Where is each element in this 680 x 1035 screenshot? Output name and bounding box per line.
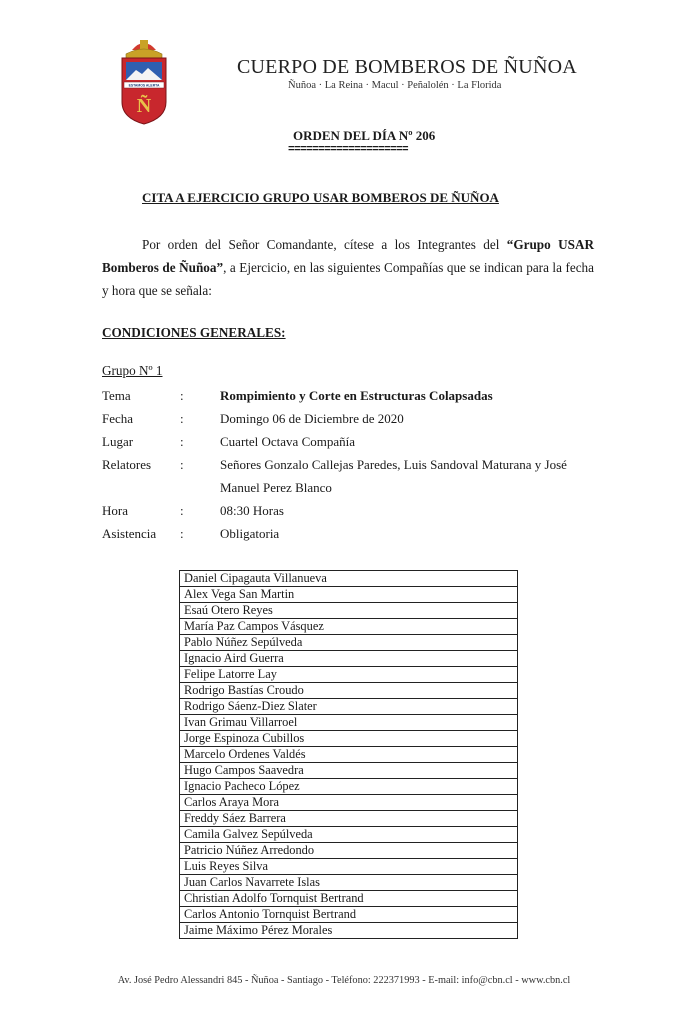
table-row xyxy=(180,699,518,715)
section-title: CONDICIONES GENERALES: xyxy=(102,325,286,340)
table-row xyxy=(180,747,518,763)
roster-member-name: Carlos Antonio Tornquist Bertrand xyxy=(180,907,518,923)
detail-label: Fecha xyxy=(102,411,134,426)
roster-member-name: Patricio Núñez Arredondo xyxy=(180,843,518,859)
detail-colon: : xyxy=(180,411,184,426)
footer-contact: Av. José Pedro Alessandri 845 - Ñuñoa - Santiago - Teléfono: 222371993 - E-mail: info@cbn.cl - www.cbn.cl xyxy=(117,975,571,986)
roster-member-name: Jorge Espinoza Cubillos xyxy=(180,731,518,747)
detail-colon: : xyxy=(180,526,184,541)
organization-name: CUERPO DE BOMBEROS DE ÑUÑOA xyxy=(237,56,577,78)
roster-member-name: Alex Vega San Martin xyxy=(180,587,518,603)
detail-value: Domingo 06 de Diciembre de 2020 xyxy=(220,411,404,426)
table-row xyxy=(180,587,518,603)
detail-value xyxy=(220,453,602,499)
detail-value: Obligatoria xyxy=(220,526,280,541)
subject-heading: CITA A EJERCICIO GRUPO USAR BOMBEROS DE ÑUÑOA xyxy=(142,190,499,205)
detail-row-tema xyxy=(102,384,602,407)
table-row xyxy=(180,843,518,859)
detail-colon: : xyxy=(180,503,184,518)
crest-motto: ESTAMOS ALERTA xyxy=(128,83,160,88)
roster-member-name: Juan Carlos Navarrete Islas xyxy=(180,875,518,891)
table-row xyxy=(180,923,518,939)
roster-member-name: Ivan Grimau Villarroel xyxy=(180,715,518,731)
table-row xyxy=(180,827,518,843)
roster-member-name: Daniel Cipagauta Villanueva xyxy=(180,571,518,587)
crest-letter: Ñ xyxy=(136,95,152,117)
detail-value: Rompimiento y Corte en Estructuras Colapsadas xyxy=(220,388,493,403)
table-row xyxy=(180,779,518,795)
table-row xyxy=(180,891,518,907)
detail-label: Lugar xyxy=(102,434,134,449)
detail-row-hora xyxy=(102,499,602,522)
detail-colon: : xyxy=(180,457,184,472)
roster-member-name: Ignacio Aird Guerra xyxy=(180,651,518,667)
detail-value: Cuartel Octava Compañía xyxy=(220,434,356,449)
group-title: Grupo Nº 1 xyxy=(102,363,163,378)
detail-colon: : xyxy=(180,388,184,403)
table-row xyxy=(180,619,518,635)
organization-communes: Ñuñoa · La Reina · Macul · Peñalolén · La Florida xyxy=(288,80,502,91)
roster-table xyxy=(179,570,518,939)
table-row xyxy=(180,875,518,891)
table-row xyxy=(180,811,518,827)
detail-value-line-2: Manuel Perez Blanco xyxy=(220,480,332,495)
paragraph-text-1: Por orden del Señor Comandante, cítese a los Integrantes del xyxy=(142,237,507,252)
roster-member-name: Freddy Sáez Barrera xyxy=(180,811,518,827)
roster-body xyxy=(180,571,518,939)
table-row xyxy=(180,683,518,699)
paragraph-text-2: , a Ejercicio, en las siguientes Compañías que se indican para la fecha y hora que se señala: xyxy=(102,260,594,298)
table-row xyxy=(180,603,518,619)
body-paragraph xyxy=(102,233,594,302)
roster-member-name: Marcelo Ordenes Valdés xyxy=(180,747,518,763)
roster-member-name: Rodrigo Sáenz-Diez Slater xyxy=(180,699,518,715)
table-row xyxy=(180,715,518,731)
roster-member-name: Pablo Núñez Sepúlveda xyxy=(180,635,518,651)
roster-member-name: Carlos Araya Mora xyxy=(180,795,518,811)
roster-member-name: Camila Galvez Sepúlveda xyxy=(180,827,518,843)
detail-row-lugar xyxy=(102,430,602,453)
detail-value-line-1: Señores Gonzalo Callejas Paredes, Luis Sandoval Maturana y José xyxy=(220,457,567,472)
table-row xyxy=(180,571,518,587)
roster-member-name: Esaú Otero Reyes xyxy=(180,603,518,619)
detail-value: 08:30 Horas xyxy=(220,503,284,518)
table-row xyxy=(180,795,518,811)
detail-row-relatores xyxy=(102,453,602,499)
roster-member-name: Felipe Latorre Lay xyxy=(180,667,518,683)
detail-row-fecha xyxy=(102,407,602,430)
order-title: ORDEN DEL DÍA Nº 206 xyxy=(293,128,436,143)
group-details xyxy=(102,384,602,545)
table-row xyxy=(180,667,518,683)
detail-label: Relatores xyxy=(102,457,152,472)
roster-member-name: Rodrigo Bastías Croudo xyxy=(180,683,518,699)
roster-member-name: Luis Reyes Silva xyxy=(180,859,518,875)
roster-member-name: Ignacio Pacheco López xyxy=(180,779,518,795)
paragraph-group-name: “Grupo USAR Bomberos de Ñuñoa” xyxy=(102,237,594,275)
detail-label: Tema xyxy=(102,388,131,403)
detail-row-asistencia xyxy=(102,522,602,545)
table-row xyxy=(180,635,518,651)
roster-member-name: Hugo Campos Saavedra xyxy=(180,763,518,779)
table-row xyxy=(180,651,518,667)
detail-label: Asistencia xyxy=(102,526,157,541)
roster-member-name: Christian Adolfo Tornquist Bertrand xyxy=(180,891,518,907)
order-underline-rule: ==================== xyxy=(288,144,409,156)
detail-label: Hora xyxy=(102,503,128,518)
table-row xyxy=(180,763,518,779)
detail-colon: : xyxy=(180,434,184,449)
roster-member-name: María Paz Campos Vásquez xyxy=(180,619,518,635)
table-row xyxy=(180,731,518,747)
fire-department-crest-icon xyxy=(118,36,170,126)
roster-member-name: Jaime Máximo Pérez Morales xyxy=(180,923,518,939)
table-row xyxy=(180,859,518,875)
table-row xyxy=(180,907,518,923)
